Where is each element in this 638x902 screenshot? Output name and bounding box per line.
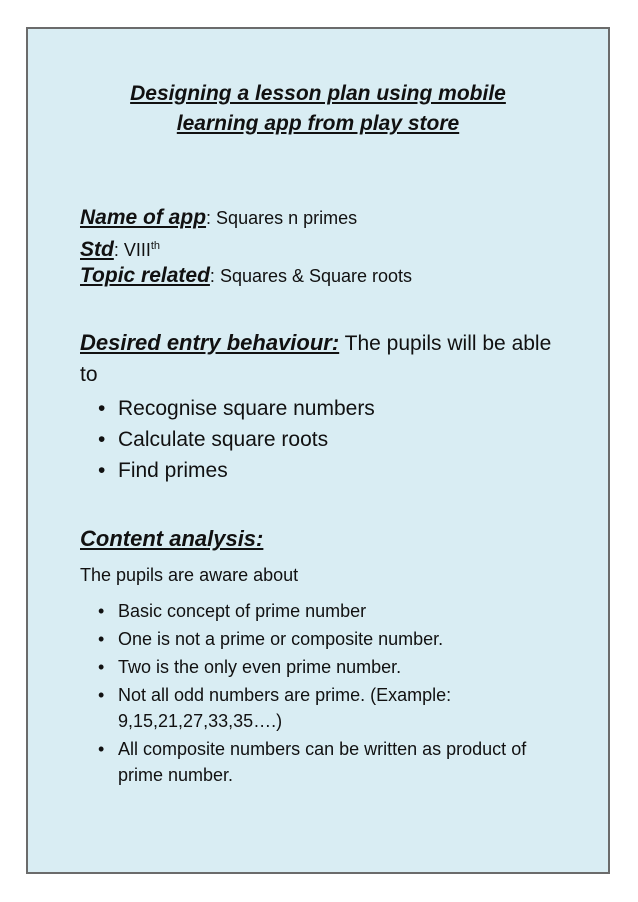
std-label: Std bbox=[80, 238, 114, 261]
app-name-label: Name of app bbox=[80, 206, 207, 229]
title-line-1: Designing a lesson plan using mobile bbox=[130, 82, 506, 105]
topic-value: Squares & Square roots bbox=[219, 266, 413, 286]
content-analysis-heading: Content analysis: bbox=[80, 526, 264, 551]
entry-behaviour-heading: Desired entry behaviour: bbox=[80, 330, 340, 355]
std-superscript: th bbox=[150, 240, 161, 252]
list-item: • Recognise square numbers bbox=[98, 393, 375, 424]
content-analysis-section bbox=[80, 523, 560, 555]
title-line-2: learning app from play store bbox=[176, 112, 460, 135]
topic-line: Topic related: Squares & Square roots bbox=[80, 264, 413, 287]
content-analysis-list bbox=[98, 598, 558, 790]
content-analysis-intro: The pupils are aware about bbox=[80, 565, 299, 585]
topic-label: Topic related bbox=[80, 264, 210, 287]
entry-behaviour-section bbox=[80, 327, 560, 390]
list-item: • Find primes bbox=[98, 455, 375, 486]
list-item: • Two is the only even prime number. bbox=[98, 654, 558, 680]
page-frame bbox=[26, 27, 610, 874]
app-name-line: Name of app: Squares n primes bbox=[80, 206, 358, 229]
list-item: • All composite numbers can be written as product of prime number. bbox=[98, 736, 558, 788]
std-value: VIII bbox=[123, 240, 151, 260]
list-item: • Basic concept of prime number bbox=[98, 598, 558, 624]
list-item: • Not all odd numbers are prime. (Example: 9,15,21,27,33,35….) bbox=[98, 682, 558, 734]
entry-behaviour-text: The pupils will be able to bbox=[80, 332, 552, 386]
list-item: • Calculate square roots bbox=[98, 424, 375, 455]
document-title bbox=[68, 79, 568, 139]
entry-behaviour-list bbox=[98, 393, 375, 486]
std-line: Std: VIIIth bbox=[80, 238, 161, 261]
list-item: • One is not a prime or composite number. bbox=[98, 626, 558, 652]
app-name-value: Squares n primes bbox=[216, 208, 358, 228]
